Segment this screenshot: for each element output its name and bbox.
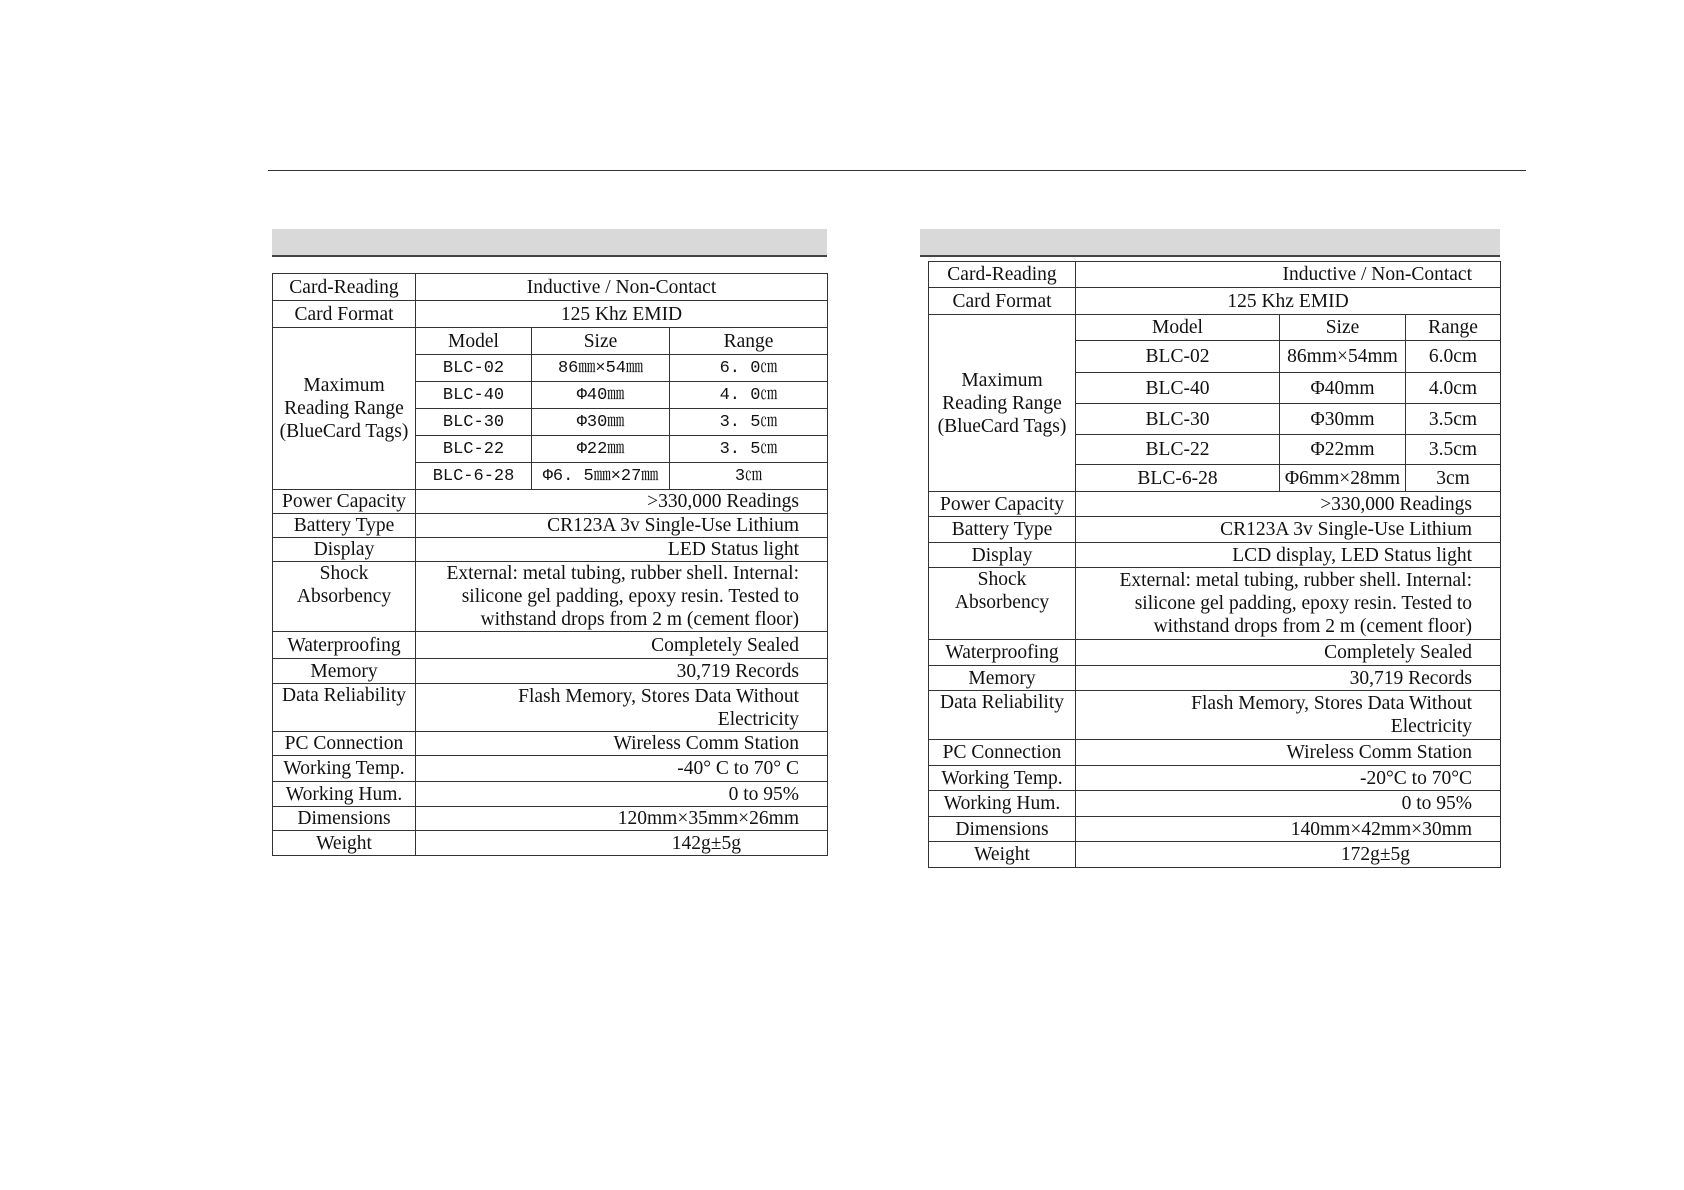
row-value: 0 to 95% [416,782,828,807]
row-value: 140mm×42mm×30mm [1076,817,1501,842]
range-header-range: Range [1406,315,1501,341]
range-size: 86㎜×54㎜ [532,355,670,382]
range-model: BLC-30 [1076,404,1280,435]
row-label: PC Connection [273,732,416,756]
range-model: BLC-6-28 [1076,465,1280,492]
row-label: Battery Type [273,514,416,538]
table-row [273,807,828,831]
row-value: 0 to 95% [1076,791,1501,817]
range-value: 4.0cm [1406,373,1501,404]
row-label: Working Temp. [929,766,1076,791]
row-value: 30,719 Records [1076,666,1501,691]
row-value: Completely Sealed [416,632,828,659]
row-label: Data Reliability [273,684,416,732]
range-model: BLC-40 [416,382,532,409]
table-row [273,301,828,328]
range-model: BLC-02 [1076,341,1280,373]
range-header-model: Model [1076,315,1280,341]
row-label: Battery Type [929,517,1076,543]
range-value: 6. 0㎝ [670,355,828,382]
table-row [273,732,828,756]
header-rule [268,170,1526,171]
table-row [273,562,828,632]
row-label: Card-Reading [929,262,1076,288]
row-value: 125 Khz EMID [1076,288,1501,315]
row-label: Power Capacity [273,490,416,514]
table-row [273,659,828,684]
table-row [273,831,828,856]
row-value: Completely Sealed [1076,640,1501,666]
row-value: >330,000 Readings [416,490,828,514]
spec-panel-right [920,229,1500,868]
range-header-range: Range [670,328,828,355]
row-value: 172g±5g [1076,842,1501,868]
row-label: Working Hum. [273,782,416,807]
range-size: 86mm×54mm [1280,341,1406,373]
range-model: BLC-02 [416,355,532,382]
range-size: Φ22mm [1280,435,1406,465]
table-row [929,543,1501,568]
row-value: >330,000 Readings [1076,492,1501,517]
range-value: 3.5cm [1406,435,1501,465]
row-label: Dimensions [273,807,416,831]
range-value: 3. 5㎝ [670,436,828,463]
row-value: 125 Khz EMID [416,301,828,328]
row-value: 142g±5g [416,831,828,856]
range-model: BLC-22 [1076,435,1280,465]
row-value: Inductive / Non-Contact [416,274,828,301]
row-value: LCD display, LED Status light [1076,543,1501,568]
row-label: Memory [929,666,1076,691]
range-header-size: Size [1280,315,1406,341]
range-size: Φ30mm [1280,404,1406,435]
table-row [929,517,1501,543]
table-row [929,740,1501,766]
row-label: Memory [273,659,416,684]
range-model: BLC-30 [416,409,532,436]
range-value: 3. 5㎝ [670,409,828,436]
row-label: Weight [929,842,1076,868]
spec-table [272,273,828,856]
row-value: Wireless Comm Station [1076,740,1501,766]
row-value: CR123A 3v Single-Use Lithium [416,514,828,538]
table-row [929,691,1501,740]
table-row [929,817,1501,842]
table-row [929,666,1501,691]
range-value: 3㎝ [670,463,828,490]
row-label: Waterproofing [929,640,1076,666]
row-value: Inductive / Non-Contact [1076,262,1501,288]
row-label: Card Format [929,288,1076,315]
table-row [929,568,1501,640]
table-row [273,328,828,355]
row-value: External: metal tubing, rubber shell. Internal: silicone gel padding, epoxy resin. Tested to withstand drops from 2 m (cement floor) [416,562,828,632]
range-value: 3.5cm [1406,404,1501,435]
row-label: Data Reliability [929,691,1076,740]
row-value: LED Status light [416,538,828,562]
row-value: -20°C to 70°C [1076,766,1501,791]
range-label: Maximum Reading Range (BlueCard Tags) [273,328,416,490]
table-row [273,538,828,562]
range-model: BLC-40 [1076,373,1280,404]
row-value: -40° C to 70° C [416,756,828,782]
row-label: Working Hum. [929,791,1076,817]
table-row [929,288,1501,315]
range-size: Φ6mm×28mm [1280,465,1406,492]
table-row [273,274,828,301]
table-row [929,766,1501,791]
row-label: Working Temp. [273,756,416,782]
range-value: 4. 0㎝ [670,382,828,409]
range-value: 6.0cm [1406,341,1501,373]
row-label: Weight [273,831,416,856]
range-size: Φ30㎜ [532,409,670,436]
row-label: Shock Absorbency [929,568,1076,640]
range-header-size: Size [532,328,670,355]
table-row [929,842,1501,868]
table-row [273,684,828,732]
row-label: Dimensions [929,817,1076,842]
range-size: Φ22㎜ [532,436,670,463]
spec-table [928,261,1501,868]
range-size: Φ40mm [1280,373,1406,404]
row-value: Flash Memory, Stores Data Without Electricity [416,684,828,732]
row-label: Card Format [273,301,416,328]
table-row [273,756,828,782]
table-row [273,490,828,514]
row-value: 30,719 Records [416,659,828,684]
range-size: Φ40㎜ [532,382,670,409]
row-label: PC Connection [929,740,1076,766]
table-row [273,514,828,538]
row-label: Display [273,538,416,562]
panel-header-bar [272,229,827,257]
row-label: Card-Reading [273,274,416,301]
spec-panel-left [272,229,827,856]
row-value: Wireless Comm Station [416,732,828,756]
row-label: Power Capacity [929,492,1076,517]
row-label: Display [929,543,1076,568]
range-size: Φ6. 5㎜×27㎜ [532,463,670,490]
range-model: BLC-6-28 [416,463,532,490]
row-value: 120mm×35mm×26mm [416,807,828,831]
row-value: Flash Memory, Stores Data Without Electricity [1076,691,1501,740]
panel-header-bar [920,229,1500,257]
range-value: 3cm [1406,465,1501,492]
row-value: CR123A 3v Single-Use Lithium [1076,517,1501,543]
row-label: Waterproofing [273,632,416,659]
table-row [929,791,1501,817]
table-row [929,262,1501,288]
table-row [929,315,1501,341]
table-row [273,782,828,807]
row-label: Shock Absorbency [273,562,416,632]
row-value: External: metal tubing, rubber shell. Internal: silicone gel padding, epoxy resin. Tested to withstand drops from 2 m (cement floor) [1076,568,1501,640]
table-row [929,640,1501,666]
range-label: Maximum Reading Range (BlueCard Tags) [929,315,1076,492]
table-row [929,492,1501,517]
range-model: BLC-22 [416,436,532,463]
table-row [273,632,828,659]
range-header-model: Model [416,328,532,355]
